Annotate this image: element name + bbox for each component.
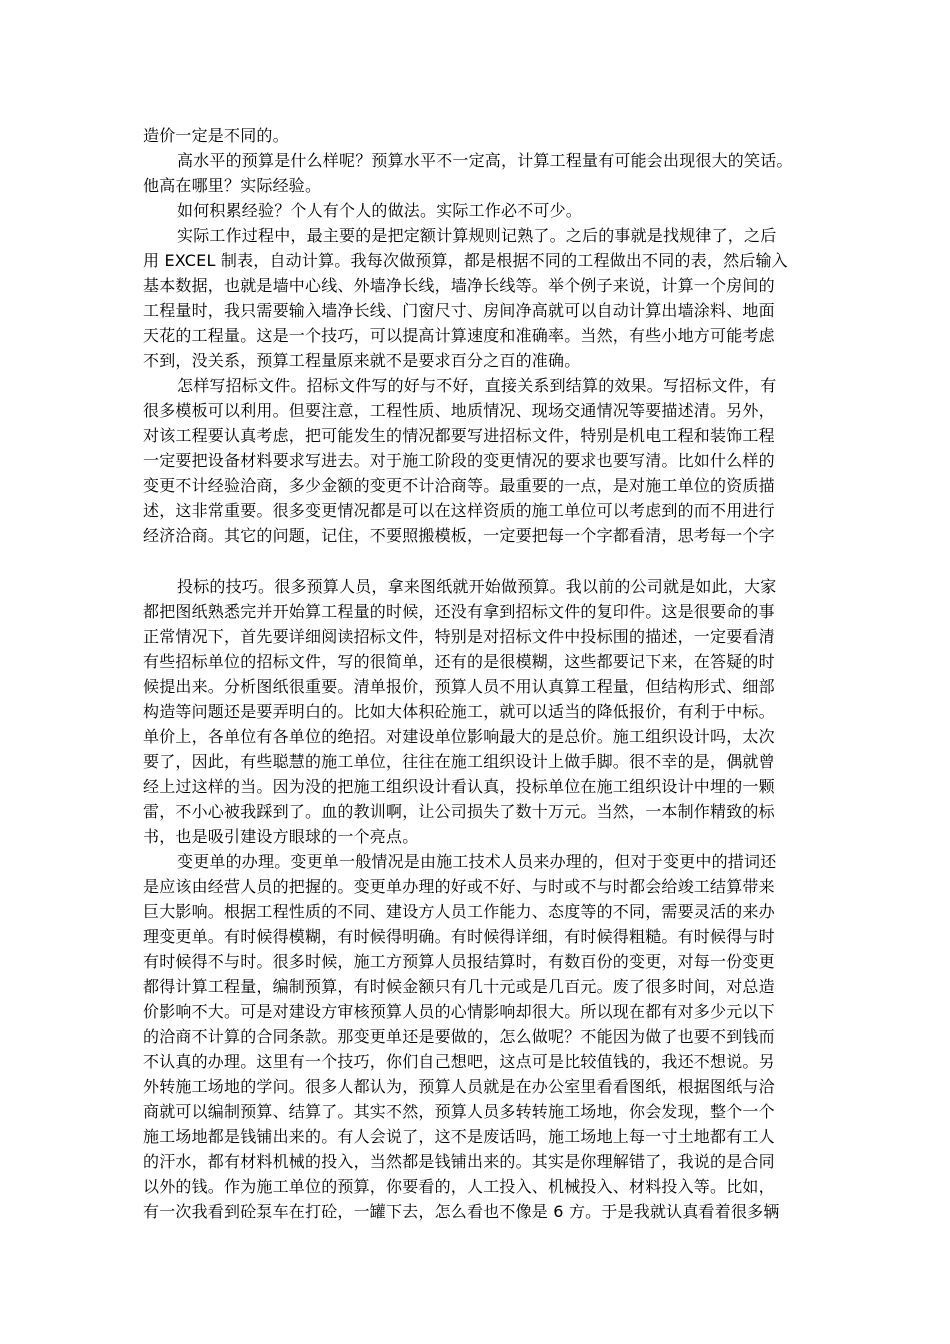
text-line: 要了，因此，有些聪慧的施工单位，往往在施工组织设计上做手脚。很不幸的是，偶就曾 [143,752,775,771]
text-line: 他高在哪里？实际经验。 [143,176,322,195]
text-line: 经上过这样的当。因为没的把施工组织设计看认真，投标单位在施工组织设计中埋的一颗 [143,777,775,796]
text-line: 变更单的办理。变更单一般情况是由施工技术人员来办理的，但对于变更中的措词还 [177,852,777,871]
text-line: 不认真的办理。这里有一个技巧，你们自己想吧，这点可是比较值钱的，我还不想说。另 [143,1052,775,1071]
text-line: 实际工作过程中，最主要的是把定额计算规则记熟了。之后的事就是找规律了，之后 [177,226,777,245]
text-line: 都把图纸熟悉完并开始算工程量的时候，还没有拿到招标文件的复印件。这是很要命的事 [143,602,775,621]
text-line: 价影响不大。可是对建设方审核预算人员的心情影响却很大。所以现在都有对多少元以下 [143,1002,775,1021]
text-line: 用 EXCEL 制表，自动计算。我每次做预算，都是根据不同的工程做出不同的表，然后输入 [143,251,788,270]
text-line: 施工场地都是钱铺出来的。有人会说了，这不是废话吗，施工场地上每一寸土地都有工人 [143,1127,775,1146]
text-line: 天花的工程量。这是一个技巧，可以提高计算速度和准确率。当然，有些小地方可能考虑 [143,326,775,345]
text-line: 外转施工场地的学问。很多人都认为，预算人员就是在办公室里看看图纸，根据图纸与洽 [143,1077,775,1096]
text-line: 有时候得不与时。很多时候，施工方预算人员报结算时，有数百份的变更，对每一份变更 [143,952,775,971]
text-line: 的汗水，都有材料机械的投入，当然都是钱铺出来的。其实是你理解错了，我说的是合同 [143,1152,775,1171]
text-line: 单价上，各单位有各单位的绝招。对建设单位影响最大的是总价。施工组织设计吗，太次 [143,727,775,746]
text-line: 对该工程要认真考虑，把可能发生的情况都要写进招标文件，特别是机电工程和装饰工程 [143,426,775,445]
text-line: 变更不计经验洽商，多少金额的变更不计洽商等。最重要的一点，是对施工单位的资质描 [143,476,775,495]
text-line: 高水平的预算是什么样呢？预算水平不一定高，计算工程量有可能会出现很大的笑话。 [177,151,793,170]
text-line: 正常情况下，首先要详细阅读招标文件，特别是对招标文件中投标围的描述，一定要看清 [143,627,775,646]
text-line: 是应该由经营人员的把握的。变更单办理的好或不好、与时或不与时都会给竣工结算带来 [143,877,775,896]
text-line: 一定要把设备材料要求写进去。对于施工阶段的变更情况的要求也要写清。比如什么样的 [143,451,775,470]
text-line: 如何积累经验？个人有个人的做法。实际工作必不可少。 [177,201,583,220]
text-line: 的洽商不计算的合同条款。那变更单还是要做的，怎么做呢？不能因为做了也要不到钱而 [143,1027,775,1046]
text-line: 理变更单。有时候得模糊，有时候得明确。有时候得详细，有时候得粗糙。有时候得与时 [143,927,775,946]
text-line: 书，也是吸引建设方眼球的一个亮点。 [143,827,419,846]
text-line: 工程量时，我只需要输入墙净长线、门窗尺寸、房间净高就可以自动计算出墙涂料、地面 [143,301,775,320]
text-line: 不到，没关系，预算工程量原来就不是要求百分之百的准确。 [143,351,581,370]
text-line: 商就可以编制预算、结算了。其实不然，预算人员多转转施工场地，你会发现，整个一个 [143,1102,775,1121]
text-line: 构造等问题还是要弄明白的。比如大体积砼施工，就可以适当的降低报价，有利于中标。 [143,702,775,721]
text-line: 雷，不小心被我踩到了。血的教训啊，让公司损失了数十万元。当然，一本制作精致的标 [143,802,775,821]
text-line: 述，这非常重要。很多变更情况都是可以在这样资质的施工单位可以考虑到的而不用进行 [143,501,775,520]
text-line: 候提出来。分析图纸很重要。清单报价，预算人员不用认真算工程量，但结构形式、细部 [143,677,775,696]
text-line: 都得计算工程量，编制预算，有时候金额只有几十元或是几百元。废了很多时间，对总造 [143,977,775,996]
text-line: 投标的技巧。很多预算人员，拿来图纸就开始做预算。我以前的公司就是如此，大家 [177,577,777,596]
text-line: 怎样写招标文件。招标文件写的好与不好，直接关系到结算的效果。写招标文件，有 [177,376,777,395]
text-line: 基本数据，也就是墙中心线、外墙净长线，墙净长线等。举个例子来说，计算一个房间的 [143,276,775,295]
text-line: 造价一定是不同的。 [143,126,289,145]
text-line: 有一次我看到砼泵车在打砼，一罐下去，怎么看也不像是 6 方。于是我就认真看着很多辆 [143,1202,780,1221]
text-line: 有些招标单位的招标文件，写的很简单，还有的是很模糊，这些都要记下来，在答疑的时 [143,652,775,671]
text-line: 巨大影响。根据工程性质的不同、建设方人员工作能力、态度等的不同，需要灵活的来办 [143,902,775,921]
text-line: 经济洽商。其它的问题，记住，不要照搬模板，一定要把每一个字都看清，思考每一个字 [143,526,775,545]
text-line: 很多模板可以利用。但要注意，工程性质、地质情况、现场交通情况等要描述清。另外， [143,401,775,420]
text-line: 以外的钱。作为施工单位的预算，你要看的，人工投入、机械投入、材料投入等。比如， [143,1177,775,1196]
